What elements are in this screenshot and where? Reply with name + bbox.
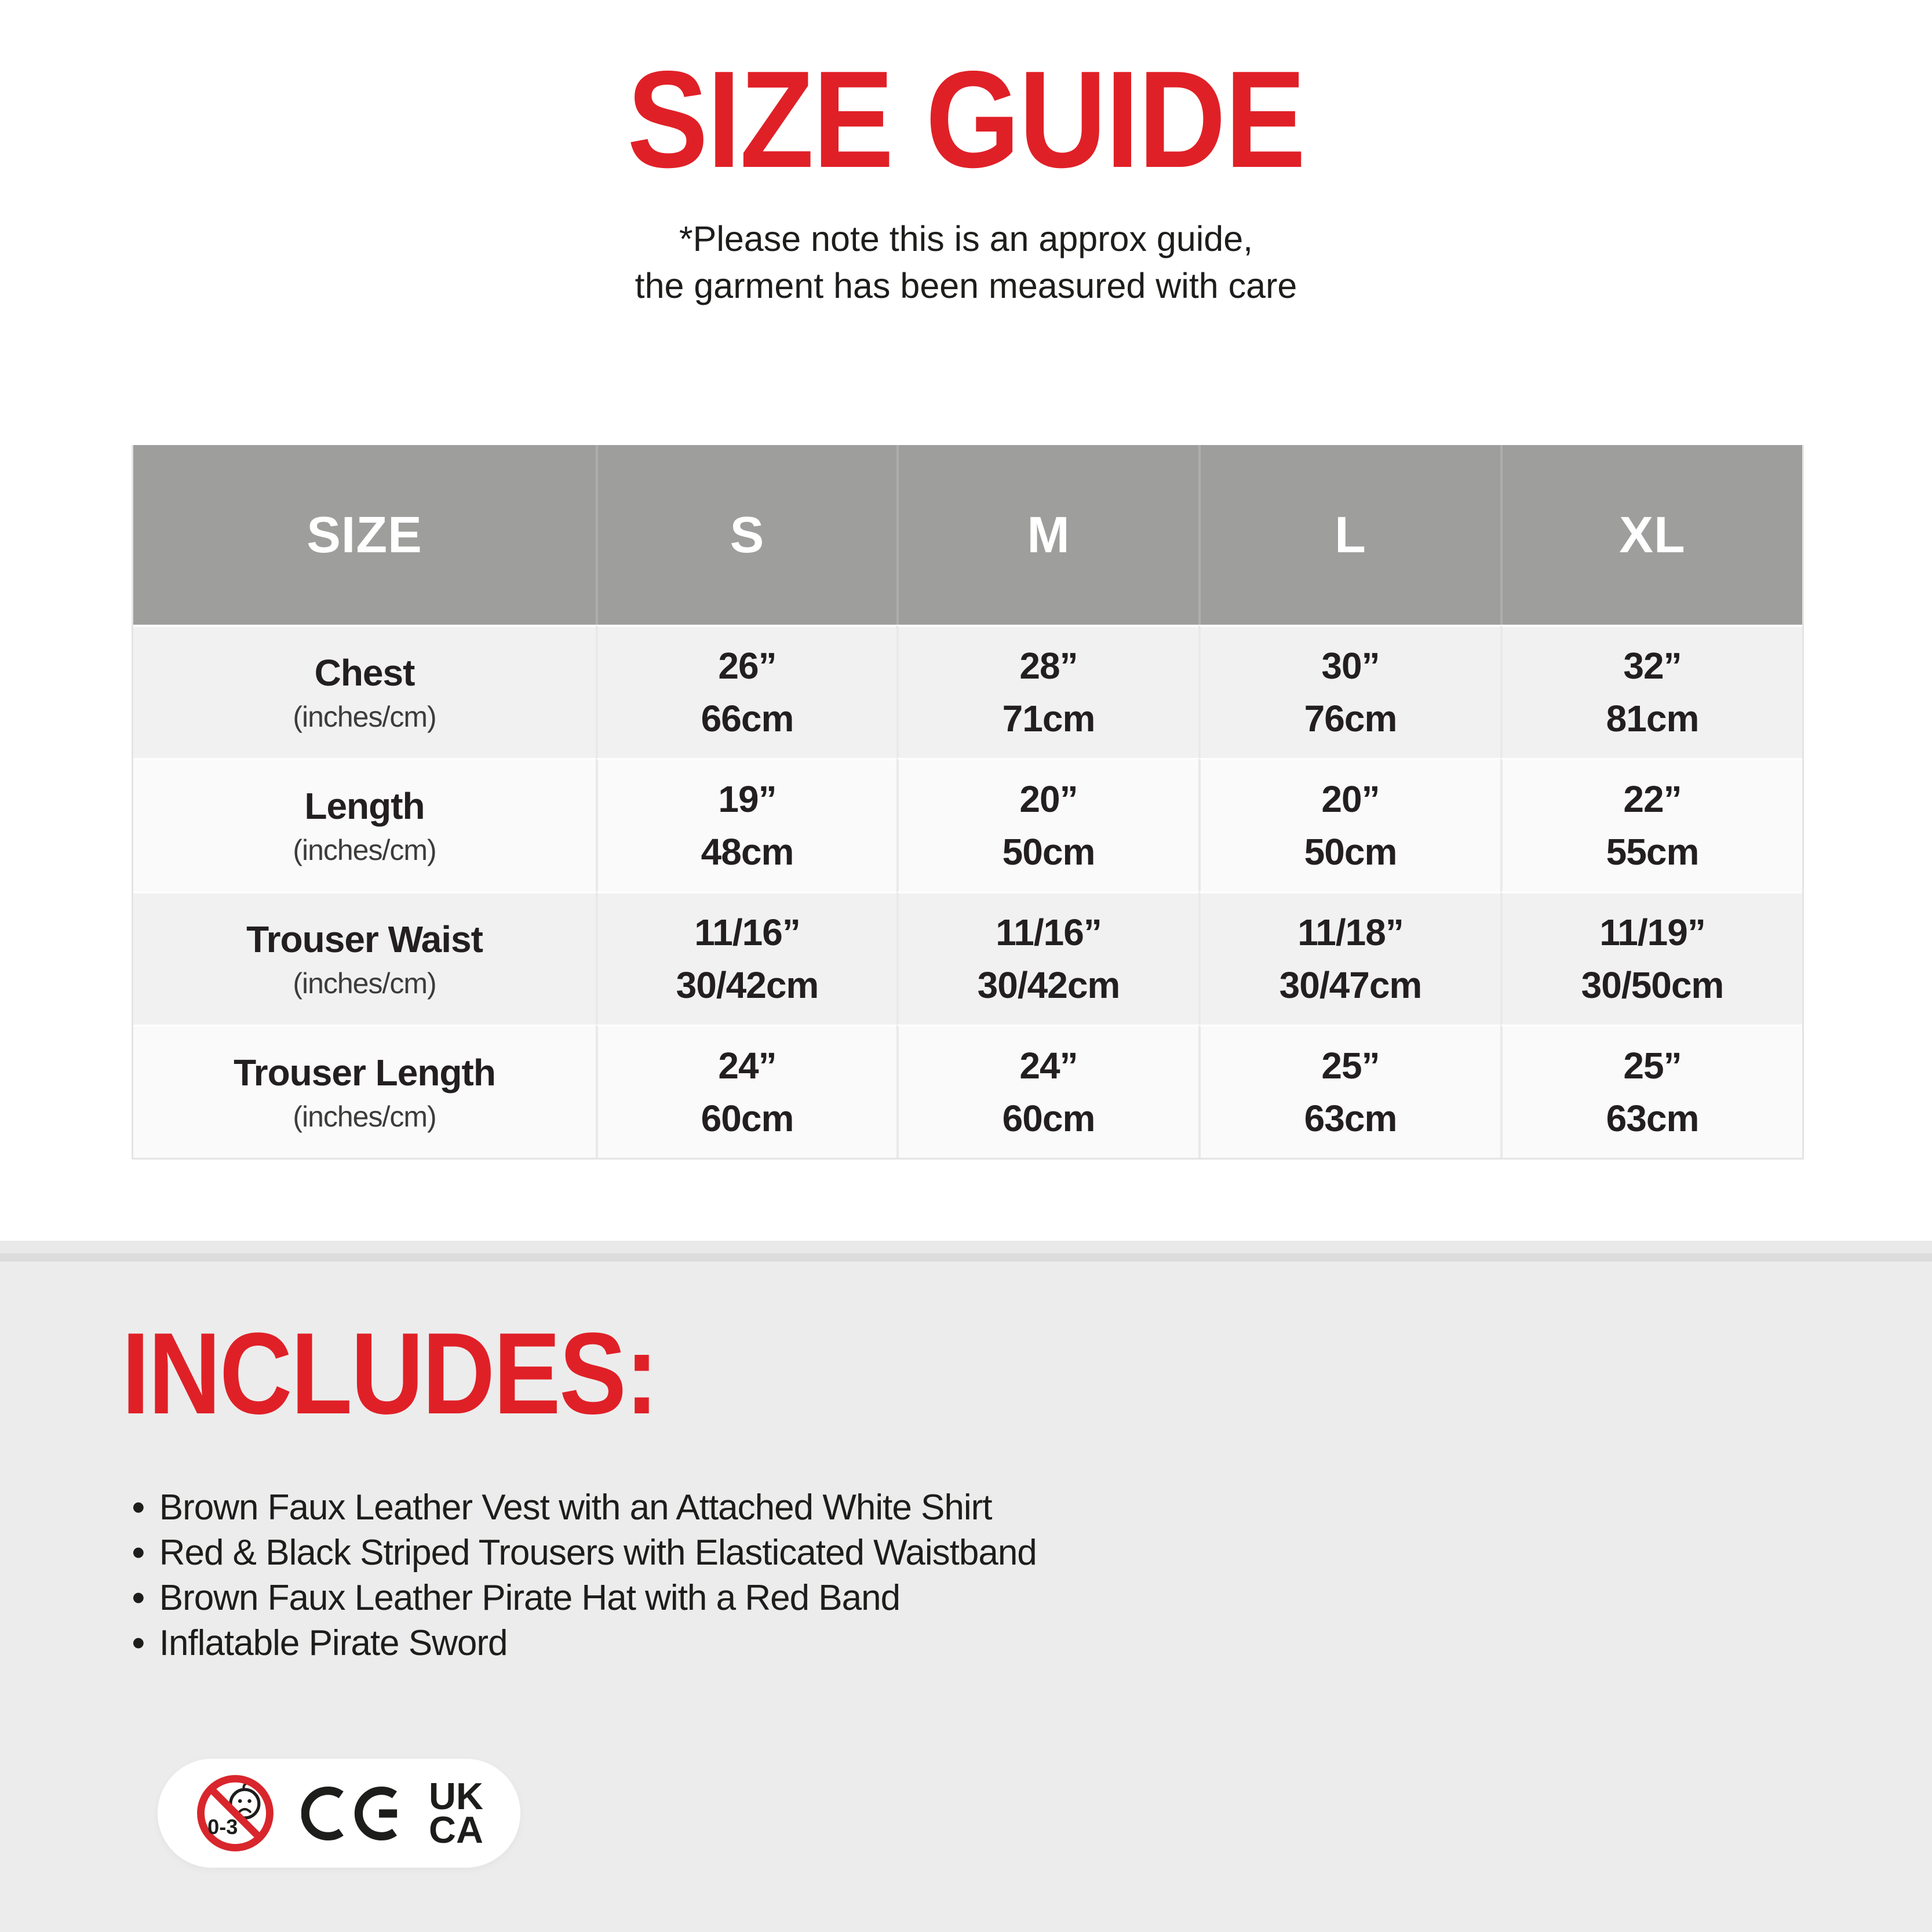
value-cm: 71cm — [1002, 698, 1095, 739]
size-value-cell — [1500, 891, 1802, 1025]
size-value-cell — [896, 758, 1198, 891]
value-inches: 25” — [1321, 1045, 1380, 1087]
value-inches: 11/19” — [1599, 912, 1705, 954]
list-item — [132, 1490, 1037, 1526]
row-unit: (inches/cm) — [293, 834, 436, 866]
list-item-text: Brown Faux Leather Pirate Hat with a Red Band — [159, 1578, 901, 1618]
bullet-icon: • — [132, 1533, 144, 1573]
table-header-s: S — [596, 445, 896, 625]
size-value-cell — [1198, 758, 1500, 891]
row-label: Trouser Waist — [246, 918, 483, 960]
value-inches: 19” — [718, 778, 777, 821]
includes-section — [0, 1241, 1932, 1932]
size-value-cell — [1198, 625, 1500, 758]
row-label-cell — [133, 1025, 596, 1158]
includes-list — [132, 1490, 1037, 1671]
ce-mark-icon — [301, 1784, 403, 1843]
note-line-2: the garment has been measured with care — [635, 265, 1297, 305]
row-label: Trouser Length — [234, 1052, 495, 1093]
size-table — [132, 445, 1804, 1160]
value-inches: 11/18” — [1297, 912, 1404, 954]
bullet-icon: • — [132, 1623, 144, 1663]
value-inches: 24” — [718, 1045, 777, 1087]
note-line-1: *Please note this is an approx guide, — [679, 219, 1253, 258]
size-value-cell — [896, 891, 1198, 1025]
value-cm: 63cm — [1304, 1098, 1397, 1139]
size-value-cell — [1500, 1025, 1802, 1158]
list-item-text: Brown Faux Leather Vest with an Attached White Shirt — [159, 1488, 992, 1528]
row-unit: (inches/cm) — [293, 1100, 436, 1133]
size-value-cell — [596, 625, 896, 758]
size-value-cell — [596, 1025, 896, 1158]
list-item — [132, 1625, 1037, 1661]
value-inches: 25” — [1623, 1045, 1682, 1087]
value-inches: 28” — [1019, 645, 1078, 687]
age-range-label: 0-3 — [207, 1815, 238, 1839]
table-header-l: L — [1198, 445, 1500, 625]
value-cm: 81cm — [1606, 698, 1699, 739]
value-inches: 11/16” — [996, 912, 1102, 954]
row-unit: (inches/cm) — [293, 967, 436, 1000]
size-value-cell — [596, 891, 896, 1025]
value-cm: 50cm — [1002, 831, 1095, 873]
value-cm: 60cm — [701, 1098, 794, 1139]
value-inches: 24” — [1019, 1045, 1078, 1087]
certification-badges — [158, 1759, 520, 1868]
value-inches: 32” — [1623, 645, 1682, 687]
value-inches: 20” — [1019, 778, 1078, 821]
size-value-cell — [1500, 625, 1802, 758]
value-inches: 26” — [718, 645, 777, 687]
table-header-size: SIZE — [133, 445, 596, 625]
value-cm: 30/47cm — [1279, 964, 1422, 1006]
value-cm: 76cm — [1304, 698, 1397, 739]
value-inches: 11/16” — [694, 912, 800, 954]
value-inches: 22” — [1623, 778, 1682, 821]
value-inches: 30” — [1321, 645, 1380, 687]
ukca-mark-icon — [429, 1774, 483, 1851]
bullet-icon: • — [132, 1578, 144, 1618]
includes-heading: INCLUDES: — [122, 1309, 657, 1438]
row-label-cell — [133, 625, 596, 758]
value-inches: 20” — [1321, 778, 1380, 821]
value-cm: 55cm — [1606, 831, 1699, 873]
ukca-top: UK — [429, 1774, 483, 1817]
size-value-cell — [896, 1025, 1198, 1158]
value-cm: 30/50cm — [1581, 964, 1724, 1006]
list-item — [132, 1580, 1037, 1616]
table-header-xl: XL — [1500, 445, 1802, 625]
bullet-icon: • — [132, 1488, 144, 1528]
value-cm: 30/42cm — [977, 964, 1120, 1006]
size-value-cell — [1500, 758, 1802, 891]
size-value-cell — [1198, 891, 1500, 1025]
value-cm: 66cm — [701, 698, 794, 739]
value-cm: 63cm — [1606, 1098, 1699, 1139]
size-value-cell — [596, 758, 896, 891]
value-cm: 30/42cm — [676, 964, 819, 1006]
row-label-cell — [133, 758, 596, 891]
list-item-text: Inflatable Pirate Sword — [159, 1623, 508, 1663]
page-title: SIZE GUIDE — [627, 43, 1305, 196]
value-cm: 48cm — [701, 831, 794, 873]
age-warning-0-3-icon — [195, 1773, 276, 1854]
list-item-text: Red & Black Striped Trousers with Elasticated Waistband — [159, 1533, 1037, 1573]
section-divider — [0, 1241, 1932, 1262]
value-cm: 50cm — [1304, 831, 1397, 873]
ukca-bottom: CA — [429, 1809, 483, 1851]
row-label: Chest — [314, 652, 415, 694]
value-cm: 60cm — [1002, 1098, 1095, 1139]
approx-guide-note — [0, 216, 1932, 309]
row-label: Length — [304, 785, 425, 827]
row-unit: (inches/cm) — [293, 701, 436, 733]
list-item — [132, 1535, 1037, 1571]
row-label-cell — [133, 891, 596, 1025]
table-header-m: M — [896, 445, 1198, 625]
size-value-cell — [1198, 1025, 1500, 1158]
size-value-cell — [896, 625, 1198, 758]
